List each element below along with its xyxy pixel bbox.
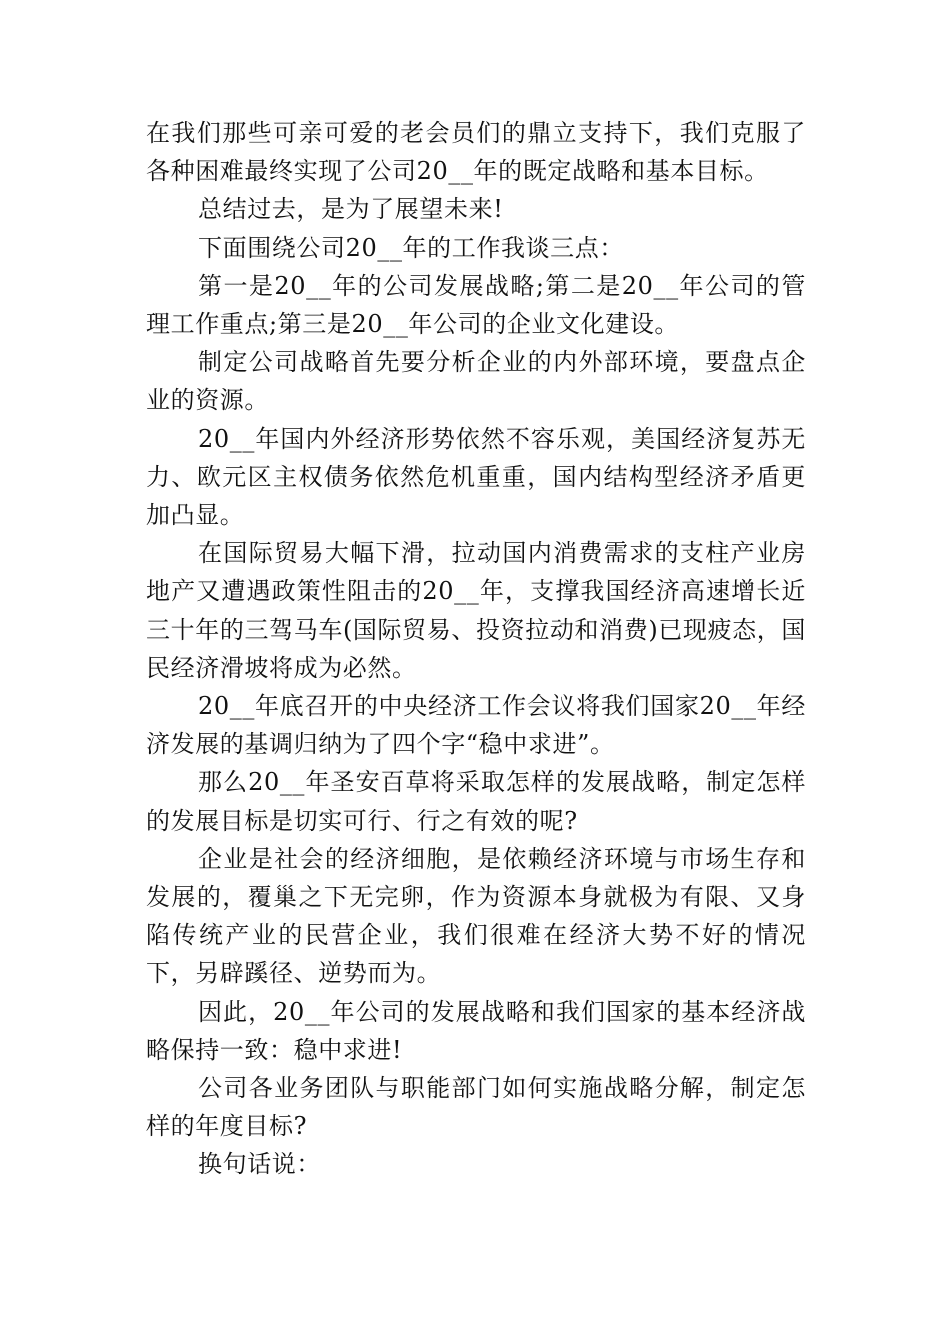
document-body xyxy=(146,114,806,1184)
paragraph-7: 在国际贸易大幅下滑，拉动国内消费需求的支柱产业房地产又遭遇政策性阻击的20__年，支撑我国经济高速增长近三十年的三驾马车(国际贸易、投资拉动和消费)已现疲态，国民经济滑坡将成为必然。 xyxy=(146,539,806,682)
paragraph-6: 20__年国内外经济形势依然不容乐观，美国经济复苏无力、欧元区主权债务依然危机重重，国内结构型经济矛盾更加凸显。 xyxy=(146,424,806,530)
paragraph-4: 第一是20__年的公司发展战略;第二是20__年公司的管理工作重点;第三是20__年公司的企业文化建设。 xyxy=(146,271,806,339)
paragraph-1: 在我们那些可亲可爱的老会员们的鼎立支持下，我们克服了各种困难最终实现了公司20__年的既定战略和基本目标。 xyxy=(146,119,806,186)
paragraph-12: 公司各业务团队与职能部门如何实施战略分解，制定怎样的年度目标? xyxy=(146,1074,806,1141)
paragraph-11: 因此，20__年公司的发展战略和我们国家的基本经济战略保持一致：稳中求进! xyxy=(146,997,806,1064)
paragraph-3: 下面围绕公司20__年的工作我谈三点： xyxy=(198,233,624,262)
paragraph-8: 20__年底召开的中央经济工作会议将我们国家20__年经济发展的基调归纳为了四个字“稳中求进”。 xyxy=(146,692,806,759)
paragraph-2: 总结过去，是为了展望未来! xyxy=(198,195,504,224)
paragraph-10: 企业是社会的经济细胞，是依赖经济环境与市场生存和发展的，覆巢之下无完卵，作为资源本身就极为有限、又身陷传统产业的民营企业，我们很难在经济大势不好的情况下，另辟蹊径、逆势而为。 xyxy=(146,844,806,988)
paragraph-9: 那么20__年圣安百草将采取怎样的发展战略，制定怎样的发展目标是切实可行、行之有效的呢? xyxy=(146,768,806,835)
paragraph-5: 制定公司战略首先要分析企业的内外部环境，要盘点企业的资源。 xyxy=(146,348,806,415)
paragraph-13: 换句话说： xyxy=(198,1150,321,1179)
